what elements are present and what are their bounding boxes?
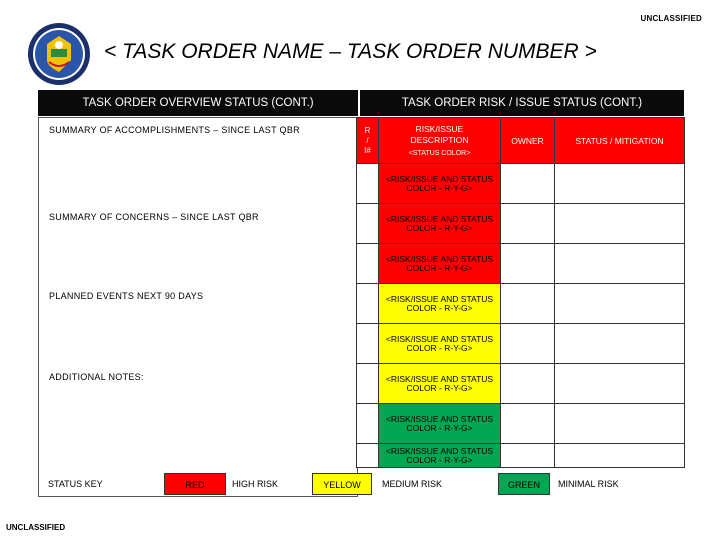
department-seal-logo xyxy=(27,22,91,86)
status-key-yellow: YELLOW xyxy=(312,473,372,495)
risk-mitigation-cell[interactable] xyxy=(555,444,685,468)
risk-description-cell[interactable] xyxy=(379,324,501,364)
risk-id-cell[interactable] xyxy=(357,444,379,468)
risk-mitigation-cell[interactable] xyxy=(555,244,685,284)
risk-mitigation-cell[interactable] xyxy=(555,204,685,244)
status-key-yellow-meaning: MEDIUM RISK xyxy=(382,479,443,489)
risk-id-cell[interactable] xyxy=(357,204,379,244)
risk-description-cell[interactable] xyxy=(379,164,501,204)
risk-description-cell[interactable] xyxy=(379,284,501,324)
risk-description-line2: COLOR - R-Y-G> xyxy=(406,262,473,273)
risk-table-header-row xyxy=(357,118,685,164)
risk-description-line1: <RISK/ISSUE AND STATUS xyxy=(385,253,494,264)
page-title: < TASK ORDER NAME – TASK ORDER NUMBER > xyxy=(104,40,597,63)
col-desc-sublabel: <STATUS COLOR> xyxy=(408,150,471,157)
status-key-green-meaning: MINIMAL RISK xyxy=(558,479,619,489)
risk-mitigation-cell[interactable] xyxy=(555,364,685,404)
risk-mitigation-cell[interactable] xyxy=(555,164,685,204)
risk-row xyxy=(357,404,685,444)
risk-description-cell[interactable] xyxy=(379,244,501,284)
risk-description-line1: <RISK/ISSUE AND STATUS xyxy=(385,293,494,304)
risk-description-cell[interactable] xyxy=(379,204,501,244)
risk-owner-cell[interactable] xyxy=(501,204,555,244)
concerns-label: SUMMARY OF CONCERNS – SINCE LAST QBR xyxy=(49,212,259,222)
risk-mitigation-cell[interactable] xyxy=(555,284,685,324)
risk-issue-table xyxy=(356,117,685,468)
col-desc-label: RISK/ISSUE DESCRIPTION xyxy=(410,124,469,145)
column-status-header: STATUS / MITIGATION xyxy=(555,118,685,164)
column-id-header xyxy=(357,118,379,164)
risk-description-line2: COLOR - R-Y-G> xyxy=(406,454,473,465)
risk-description-line1: <RISK/ISSUE AND STATUS xyxy=(385,213,494,224)
status-key-bar xyxy=(38,473,684,495)
risk-mitigation-cell[interactable] xyxy=(555,324,685,364)
accomplishments-label: SUMMARY OF ACCOMPLISHMENTS – SINCE LAST QBR xyxy=(49,125,300,135)
risk-description-line2: COLOR - R-Y-G> xyxy=(406,382,473,393)
risk-description-line1: <RISK/ISSUE AND STATUS xyxy=(385,173,494,184)
status-key-red: RED xyxy=(164,473,226,495)
risk-owner-cell[interactable] xyxy=(501,404,555,444)
column-description-header xyxy=(379,118,501,164)
risk-id-cell[interactable] xyxy=(357,284,379,324)
risk-description-line2: COLOR - R-Y-G> xyxy=(406,422,473,433)
risk-id-cell[interactable] xyxy=(357,244,379,284)
risk-description-line2: COLOR - R-Y-G> xyxy=(406,302,473,313)
risk-mitigation-cell[interactable] xyxy=(555,404,685,444)
risk-description-line2: COLOR - R-Y-G> xyxy=(406,222,473,233)
risk-issue-status-header: TASK ORDER RISK / ISSUE STATUS (CONT.) xyxy=(360,90,684,116)
risk-id-cell[interactable] xyxy=(357,164,379,204)
risk-description-line1: <RISK/ISSUE AND STATUS xyxy=(385,333,494,344)
risk-row xyxy=(357,444,685,468)
column-owner-header: OWNER xyxy=(501,118,555,164)
status-key-label: STATUS KEY xyxy=(48,479,103,489)
risk-owner-cell[interactable] xyxy=(501,284,555,324)
risk-owner-cell[interactable] xyxy=(501,444,555,468)
risk-description-cell[interactable] xyxy=(379,364,501,404)
additional-notes-label: ADDITIONAL NOTES: xyxy=(49,372,144,382)
risk-description-line2: COLOR - R-Y-G> xyxy=(406,182,473,193)
risk-id-cell[interactable] xyxy=(357,324,379,364)
status-key-red-meaning: HIGH RISK xyxy=(232,479,279,489)
risk-owner-cell[interactable] xyxy=(501,364,555,404)
overview-status-header: TASK ORDER OVERVIEW STATUS (CONT.) xyxy=(38,90,358,116)
classification-banner-top: UNCLASSIFIED xyxy=(640,14,702,23)
planned-events-label: PLANNED EVENTS NEXT 90 DAYS xyxy=(49,291,204,301)
risk-row xyxy=(357,364,685,404)
risk-description-cell[interactable] xyxy=(379,404,501,444)
risk-row xyxy=(357,244,685,284)
status-key-green: GREEN xyxy=(498,473,550,495)
risk-description-cell[interactable] xyxy=(379,444,501,468)
risk-row xyxy=(357,204,685,244)
col-id-r: R xyxy=(364,125,371,135)
risk-description-line1: <RISK/ISSUE AND STATUS xyxy=(385,445,494,456)
classification-banner-bottom: UNCLASSIFIED xyxy=(6,523,66,532)
risk-owner-cell[interactable] xyxy=(501,324,555,364)
risk-description-line2: COLOR - R-Y-G> xyxy=(406,342,473,353)
risk-row xyxy=(357,324,685,364)
col-id-num: I# xyxy=(364,145,371,155)
col-id-slash: / xyxy=(366,135,369,145)
risk-row xyxy=(357,284,685,324)
risk-row xyxy=(357,164,685,204)
risk-id-cell[interactable] xyxy=(357,404,379,444)
risk-owner-cell[interactable] xyxy=(501,164,555,204)
risk-id-cell[interactable] xyxy=(357,364,379,404)
risk-description-line1: <RISK/ISSUE AND STATUS xyxy=(385,373,494,384)
risk-description-line1: <RISK/ISSUE AND STATUS xyxy=(385,413,494,424)
overview-status-panel xyxy=(38,117,358,497)
risk-owner-cell[interactable] xyxy=(501,244,555,284)
